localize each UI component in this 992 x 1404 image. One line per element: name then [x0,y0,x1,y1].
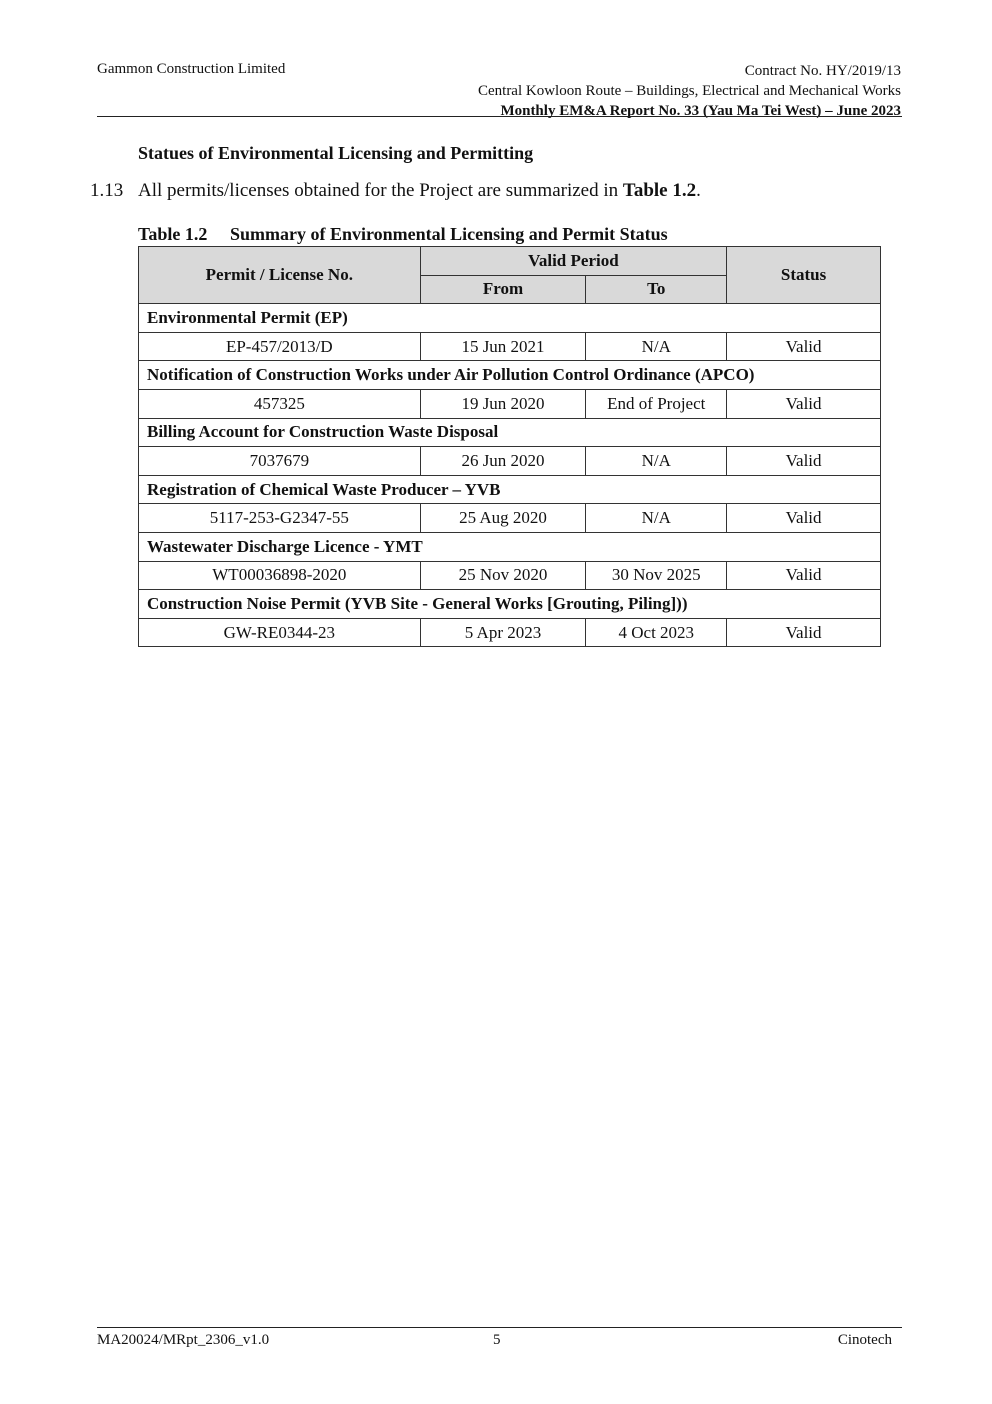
group-title: Wastewater Discharge Licence - YMT [139,532,881,561]
group-title: Billing Account for Construction Waste Disposal [139,418,881,447]
group-row [139,590,881,619]
footer-divider [97,1327,902,1328]
table-row [139,561,881,590]
table-row [139,447,881,476]
cell-to: N/A [586,332,727,361]
header-to: To [586,275,727,304]
group-title: Notification of Construction Works under Air Pollution Control Ordinance (APCO) [139,361,881,390]
table-row [139,504,881,533]
cell-from: 15 Jun 2021 [420,332,586,361]
cell-to: End of Project [586,389,727,418]
group-title: Environmental Permit (EP) [139,304,881,333]
cell-from: 25 Nov 2020 [420,561,586,590]
group-row [139,304,881,333]
cell-status: Valid [727,332,881,361]
cell-permit: WT00036898-2020 [139,561,421,590]
paragraph-1-13 [90,180,701,202]
cell-to: 4 Oct 2023 [586,618,727,647]
cell-from: 19 Jun 2020 [420,389,586,418]
header-divider [97,116,902,117]
group-row [139,418,881,447]
paragraph-text: All permits/licenses obtained for the Project are summarized in [138,180,623,201]
table-row [139,618,881,647]
section-title: Statues of Environmental Licensing and Permitting [138,143,534,163]
footer-company: Cinotech [837,1332,892,1348]
cell-status: Valid [727,389,881,418]
group-row [139,361,881,390]
table-row [139,332,881,361]
cell-from: 5 Apr 2023 [420,618,586,647]
table-caption-title: Summary of Environmental Licensing and Permit Status [230,224,668,244]
header-report: Monthly EM&A Report No. 33 (Yau Ma Tei West) – June 2023 [500,103,901,119]
header-project: Central Kowloon Route – Buildings, Electrical and Mechanical Works [477,83,901,99]
footer-doc-ref: MA20024/MRpt_2306_v1.0 [97,1332,270,1348]
header-status: Status [727,247,881,304]
header-from: From [420,275,586,304]
cell-to: N/A [586,447,727,476]
cell-status: Valid [727,561,881,590]
group-title: Construction Noise Permit (YVB Site - General Works [Grouting, Piling])) [139,590,881,619]
group-row [139,475,881,504]
cell-status: Valid [727,504,881,533]
header-permit: Permit / License No. [139,247,421,304]
header-right-block [478,61,901,121]
table-caption [138,224,668,245]
cell-status: Valid [727,447,881,476]
group-row [139,532,881,561]
header-valid-period: Valid Period [420,247,727,276]
permit-table [138,246,881,647]
header-company: Gammon Construction Limited [97,61,286,77]
paragraph-number: 1.13 [90,180,124,201]
cell-permit: 7037679 [139,447,421,476]
cell-permit: GW-RE0344-23 [139,618,421,647]
paragraph-end: . [696,180,701,201]
cell-status: Valid [727,618,881,647]
header-contract: Contract No. HY/2019/13 [744,63,901,79]
cell-to: 30 Nov 2025 [586,561,727,590]
table-caption-number: Table 1.2 [138,224,208,244]
cell-permit: 5117-253-G2347-55 [139,504,421,533]
cell-from: 25 Aug 2020 [420,504,586,533]
table-row [139,389,881,418]
group-title: Registration of Chemical Waste Producer – YVB [139,475,881,504]
cell-from: 26 Jun 2020 [420,447,586,476]
cell-permit: EP-457/2013/D [139,332,421,361]
cell-to: N/A [586,504,727,533]
footer-page-number: 5 [493,1332,501,1348]
cell-permit: 457325 [139,389,421,418]
paragraph-table-ref: Table 1.2 [622,180,697,201]
